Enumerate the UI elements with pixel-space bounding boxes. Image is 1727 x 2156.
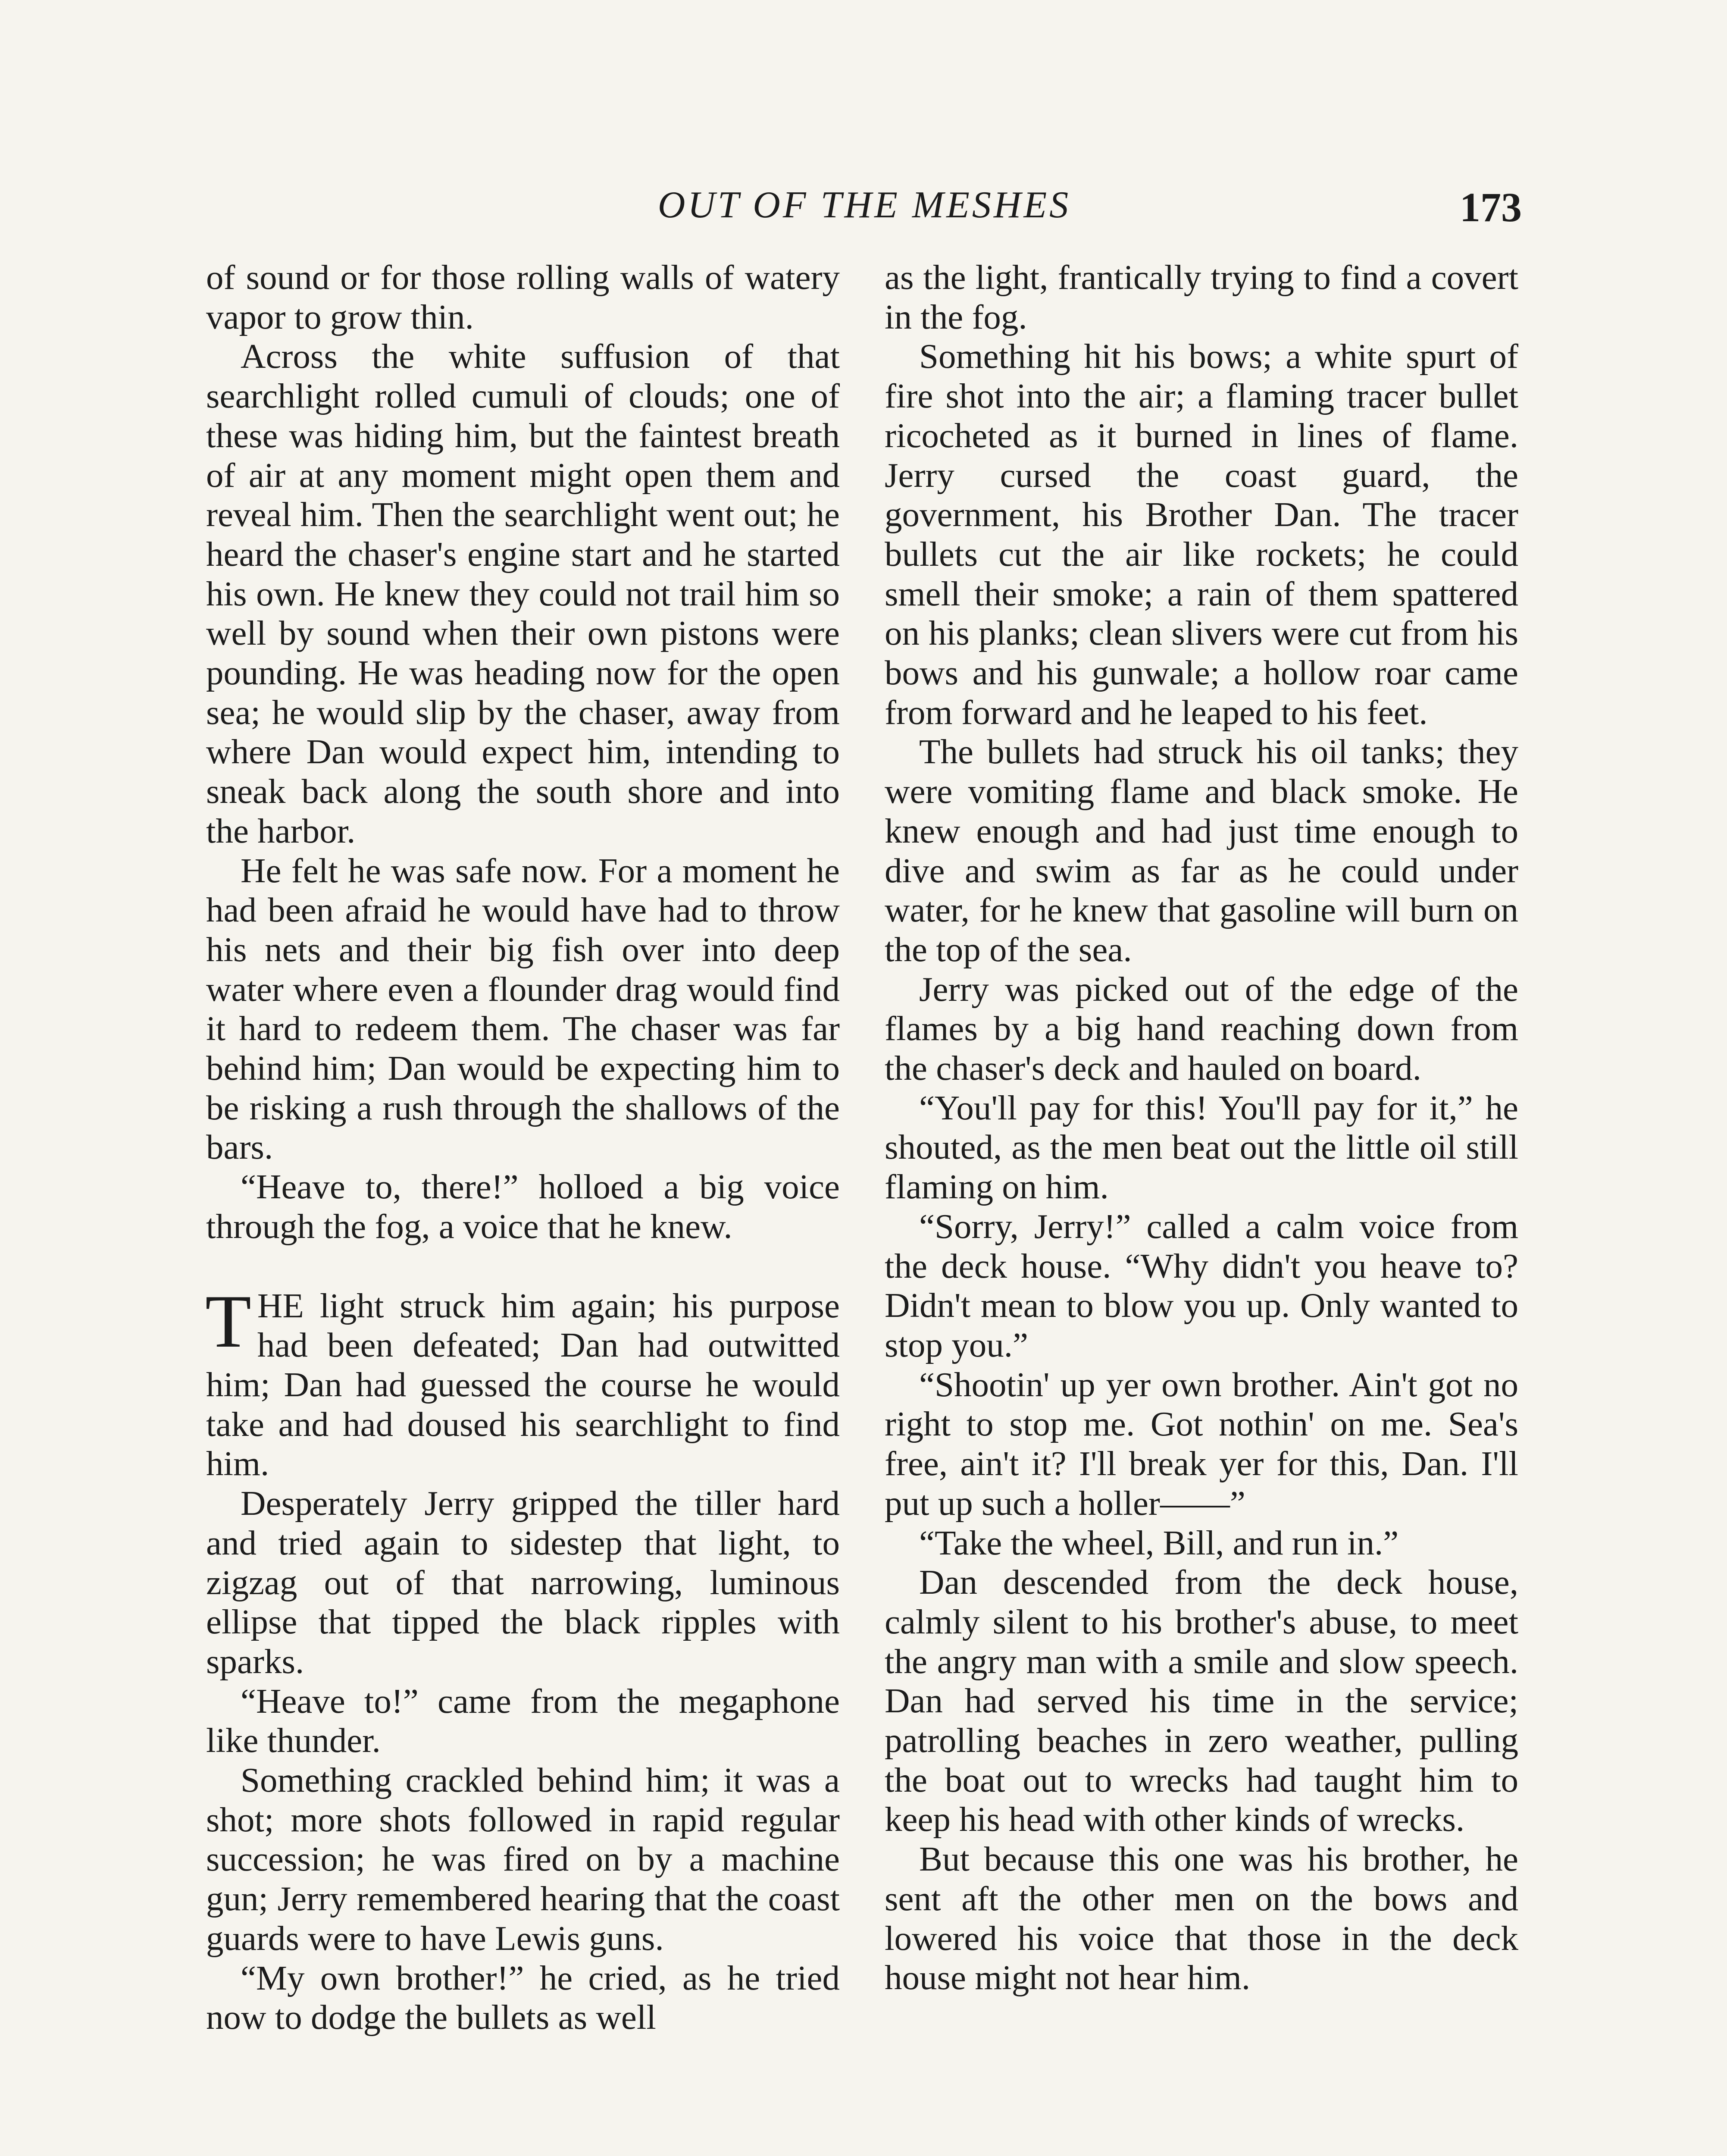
- paragraph: Dan descended from the deck house, calmly silent to his brother's abuse, to meet the angry man with a smile and slow speech. Dan had served his time in the service; patrolling beaches in zero weather, pulling the boat out to wrecks had taught him to keep his head with other kinds of wrecks.: [885, 1563, 1518, 1839]
- paragraph: Desperately Jerry gripped the tiller hard and tried again to sidestep that light, to zigzag out of that narrowing, luminous ellipse that tipped the black ripples with sparks.: [206, 1484, 840, 1681]
- paragraph: “Shootin' up yer own brother. Ain't got no right to stop me. Got nothin' on me. Sea's free, ain't it? I'll break yer for this, Dan. I'll put up such a holler——”: [885, 1365, 1518, 1523]
- paragraph: as the light, frantically trying to find a covert in the fog.: [885, 258, 1518, 336]
- paragraph: Jerry was picked out of the edge of the flames by a big hand reaching down from the chaser's deck and hauled on board.: [885, 969, 1518, 1088]
- paragraph: Across the white suffusion of that searchlight rolled cumuli of clouds; one of these was hiding him, but the faintest breath of air at any moment might open them and reveal him. Then the searchlight went out; he heard the chaser's engine start and he started his own. He knew they could not trail him so well by sound when their own pistons were pounding. He was heading now for the open sea; he would slip by the chaser, away from where Dan would expect him, intending to sneak back along the south shore and into the harbor.: [206, 337, 840, 850]
- paragraph-text: HE light struck him again; his purpose had been defeated; Dan had outwitted him; Dan had guessed the course he would take and had doused his searchlight to find him.: [206, 1286, 840, 1483]
- left-column: [206, 258, 840, 2037]
- page-number: 173: [1460, 184, 1522, 230]
- paragraph: The bullets had struck his oil tanks; they were vomiting flame and black smoke. He knew enough and had just time enough to dive and swim as far as he could under water, for he knew that gasoline will burn on the top of the sea.: [885, 732, 1518, 969]
- section-break: [206, 1247, 840, 1286]
- paragraph: Something hit his bows; a white spurt of fire shot into the air; a flaming tracer bullet ricocheted as it burned in lines of flame. Jerry cursed the coast guard, the government, his Brother Dan. The tracer bullets cut the air like rockets; he could smell their smoke; a rain of them spattered on his planks; clean slivers were cut from his bows and his gunwale; a hollow roar came from forward and he leaped to his feet.: [885, 337, 1518, 732]
- paragraph: “Take the wheel, Bill, and run in.”: [919, 1523, 1399, 1562]
- paragraph: “Heave to!” came from the megaphone like thunder.: [206, 1681, 840, 1760]
- page-header: [207, 183, 1522, 239]
- right-column: [885, 258, 1518, 1998]
- paragraph: “You'll pay for this! You'll pay for it,” he shouted, as the men beat out the little oil still flaming on him.: [885, 1088, 1518, 1206]
- paragraph: “Sorry, Jerry!” called a calm voice from the deck house. “Why didn't you heave to? Didn't mean to blow you up. Only wanted to stop you.”: [885, 1206, 1518, 1364]
- paragraph: Something crackled behind him; it was a shot; more shots followed in rapid regular succession; he was fired on by a machine gun; Jerry remembered hearing that the coast guards were to have Lewis guns.: [206, 1761, 840, 1958]
- drop-cap: T: [205, 1279, 251, 1363]
- paragraph-with-drop-cap: [205, 1279, 840, 1484]
- paragraph: He felt he was safe now. For a moment he had been afraid he would have had to throw his nets and their big fish over into deep water where even a flounder drag would find it hard to redeem them. The chaser was far behind him; Dan would be expecting him to be risking a rush through the shallows of the bars.: [206, 851, 840, 1167]
- paragraph: “My own brother!” he cried, as he tried now to dodge the bullets as well: [206, 1958, 840, 2037]
- paragraph: of sound or for those rolling walls of watery vapor to grow thin.: [206, 258, 840, 336]
- paragraph: But because this one was his brother, he sent aft the other men on the bows and lowered his voice that those in the deck house might not hear him.: [885, 1839, 1518, 1997]
- paragraph: “Heave to, there!” holloed a big voice through the fog, a voice that he knew.: [206, 1167, 840, 1246]
- running-title: OUT OF THE MESHES: [657, 184, 1071, 226]
